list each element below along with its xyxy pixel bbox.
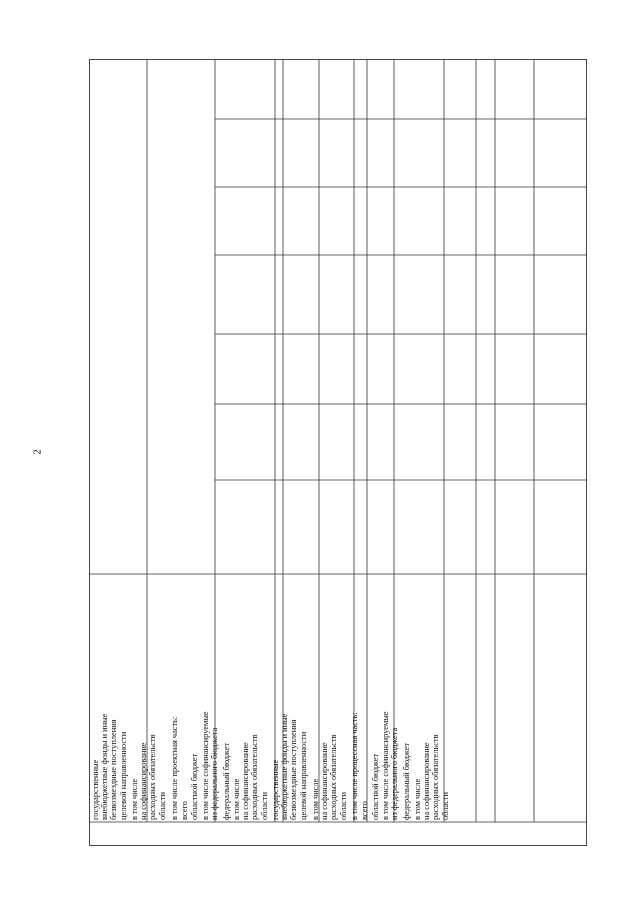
table-row-label <box>170 717 179 820</box>
row-label-line: в том числе процессная часть: <box>350 712 359 820</box>
rotated-budget-table <box>89 59 587 846</box>
row-label-line: области <box>259 792 269 820</box>
row-label-line: области <box>157 792 167 820</box>
table-row-label <box>190 754 199 820</box>
row-label-line: области <box>440 792 450 820</box>
table-row-label <box>360 801 369 820</box>
row-label-line: в том числе <box>310 778 320 820</box>
table-row-label <box>232 734 269 820</box>
row-label-line: расходных обязательств <box>329 734 339 820</box>
row-label-line: государственные <box>271 759 281 820</box>
table-row-label <box>91 714 128 820</box>
row-label-line: безвозмездные поступления <box>109 719 119 820</box>
row-label-line: государственные <box>91 759 100 820</box>
row-label-line: федеральный бюджет <box>221 742 231 820</box>
row-label-line: из федерального бюджета <box>390 727 400 820</box>
row-label-line: в том числе софинансируемые <box>200 711 210 820</box>
row-label-line: целевой направленности <box>299 731 308 820</box>
table-row-label <box>381 711 399 820</box>
table-row-label <box>222 743 231 820</box>
row-label-line: на софинансирование <box>319 742 329 820</box>
row-label-line: областной бюджет <box>190 753 200 820</box>
row-label-line: всего <box>180 801 189 820</box>
row-label-line: в том числе проектная часть: <box>169 716 179 820</box>
table-row-label <box>311 734 348 820</box>
page-number: 2 <box>31 449 44 455</box>
row-label-line: внебюджетные фонды и иные <box>100 713 110 820</box>
table-row-label <box>130 734 167 820</box>
row-label-line: из федерального бюджета <box>210 727 219 820</box>
table-row-label <box>180 801 189 820</box>
table-row-label <box>371 754 380 820</box>
row-label-line: всего <box>360 801 370 820</box>
table-row-label <box>271 714 308 820</box>
table-row-label <box>402 743 411 820</box>
table-grid <box>89 59 587 846</box>
row-label-line: расходных обязательств <box>148 734 158 820</box>
row-label-line: области <box>338 792 348 820</box>
row-label-line: расходных обязательств <box>430 734 440 820</box>
row-label-line: на софинансирование <box>421 742 431 820</box>
row-label-line: на софинансирование <box>241 742 251 820</box>
table-border <box>90 60 587 846</box>
row-label-line: федеральный бюджет <box>402 742 412 820</box>
table-row-label <box>201 711 219 820</box>
table-row-label <box>350 712 359 820</box>
row-label-line: в том числе <box>412 778 422 820</box>
row-label-line: в том числе <box>232 778 242 820</box>
row-label-line: на софинансирование <box>139 742 149 820</box>
row-label-line: внебюджетные фонды и иные <box>280 713 290 820</box>
table-row-label <box>413 734 450 820</box>
row-label-line: в том числе софинансируемые <box>381 711 391 820</box>
row-label-line: целевой направленности <box>118 731 128 820</box>
row-label-line: областной бюджет <box>370 753 380 820</box>
row-label-line: безвозмездные поступления <box>289 719 299 820</box>
row-label-line: в том числе <box>130 778 140 820</box>
row-label-line: расходных обязательств <box>250 734 260 820</box>
